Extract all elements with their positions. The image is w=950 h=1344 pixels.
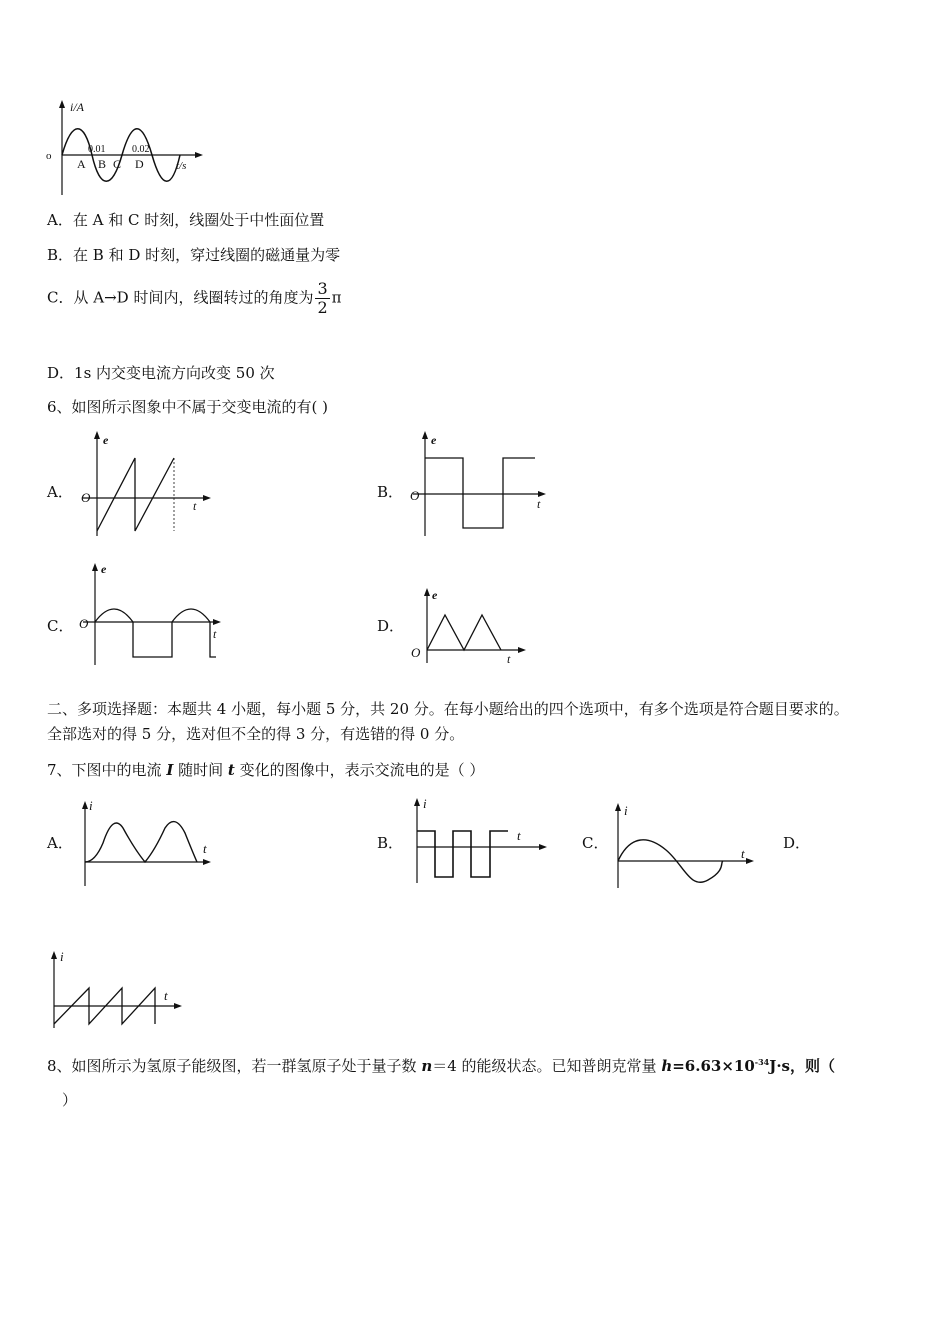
q6d-xlabel: t: [507, 652, 511, 666]
q7-stem-part: 7、下图中的电流: [47, 761, 167, 779]
q5-point-d: D: [135, 157, 144, 171]
q5-origin: o: [46, 150, 52, 162]
section2-line2: 全部选对的得 5 分，选对但不全的得 3 分，有选错的得 0 分。: [47, 725, 465, 743]
q7-label-a: A．: [47, 834, 73, 852]
q6d-origin: O: [411, 645, 421, 660]
fraction-denominator: 2: [317, 298, 328, 317]
q6a-ylabel: e: [103, 433, 109, 447]
section2-line1: 二、多项选择题：本题共 4 小题，每小题 5 分，共 20 分。在每小题给出的四个选项中，有多个选项是符合题目要求的。: [47, 700, 849, 718]
q7-graph-a: [75, 798, 215, 888]
q5-xlabel: t/s: [176, 160, 187, 172]
fraction: [315, 280, 329, 317]
q7b-ylabel: i: [423, 796, 427, 811]
q8-stem-unit: J·s，则（: [769, 1057, 835, 1075]
fraction-numerator: 3: [317, 279, 328, 298]
q7-label-d: D．: [783, 834, 811, 852]
q6-graph-a: [75, 428, 215, 538]
q7-graph-c: [608, 800, 758, 890]
q5-tick1: 0.01: [88, 144, 106, 155]
q7-label-b: B．: [377, 834, 404, 852]
q5-point-b: B: [98, 157, 107, 171]
q6-label-d: D．: [377, 617, 405, 635]
q7-stem-part: 变化的图像中，表示交流电的是（ ）: [234, 761, 485, 779]
q5-ylabel: i/A: [70, 100, 84, 114]
q7-stem-t: t: [227, 761, 235, 779]
q7a-xlabel: t: [203, 841, 207, 856]
q8-stem-n: n: [421, 1057, 433, 1075]
q6d-ylabel: e: [432, 588, 438, 602]
q5-point-a: A: [77, 157, 86, 171]
q6b-origin: O: [410, 488, 420, 503]
q6-label-a: A．: [47, 483, 73, 501]
q8-stem-close: ）: [62, 1091, 78, 1109]
q5-option-c-text: C．从 A→D 时间内，线圈转过的角度为: [47, 288, 314, 307]
q8-stem-value: =6.63×10: [672, 1057, 755, 1075]
q7b-xlabel: t: [517, 828, 521, 843]
q7d-xlabel: t: [164, 988, 168, 1003]
q7c-ylabel: i: [624, 803, 628, 818]
q8-stem-h: h: [661, 1057, 673, 1075]
q8-stem: [47, 1052, 835, 1076]
q6c-ylabel: e: [101, 562, 107, 576]
q8-stem-exponent: -34: [754, 1057, 770, 1067]
q5-tick2: 0.02: [132, 144, 150, 155]
q5-option-a: A．在 A 和 C 时刻，线圈处于中性面位置: [47, 211, 325, 229]
q6b-ylabel: e: [431, 433, 437, 447]
q6-label-b: B．: [377, 483, 404, 501]
q6-label-c: C．: [47, 617, 74, 635]
q7-stem-i: I: [166, 761, 174, 779]
q7c-xlabel: t: [741, 846, 745, 861]
q7a-ylabel: i: [89, 798, 93, 813]
q7-graph-d: [42, 948, 187, 1030]
q6-graph-c: [75, 560, 225, 668]
q7-label-c: C．: [582, 834, 609, 852]
q6b-xlabel: t: [537, 497, 541, 511]
q8-stem-part: 8、如图所示为氢原子能级图，若一群氢原子处于量子数: [47, 1057, 422, 1075]
q6c-origin: O: [79, 616, 89, 631]
q6a-xlabel: t: [193, 499, 197, 513]
q5-option-b: B．在 B 和 D 时刻，穿过线圈的磁通量为零: [47, 246, 341, 264]
q7-stem-part: 随时间: [173, 761, 228, 779]
q7d-ylabel: i: [60, 949, 64, 964]
q6a-origin: O: [81, 490, 91, 505]
pi-symbol: π: [331, 288, 342, 307]
q5-option-d: D．1s 内交变电流方向改变 50 次: [47, 364, 275, 382]
q6-graph-b: [405, 428, 550, 538]
q8-stem-part: ＝4 的能级状态。已知普朗克常量: [432, 1057, 662, 1075]
q6-stem: 6、如图所示图象中不属于交变电流的有( ): [47, 398, 329, 416]
q5-point-c: C: [113, 157, 122, 171]
q6-graph-d: [405, 585, 530, 667]
q6c-xlabel: t: [213, 627, 217, 641]
q7-graph-b: [405, 795, 550, 885]
q5-sine-graph: [40, 95, 210, 200]
q5-option-c: [47, 280, 342, 317]
q7-stem: [47, 760, 484, 780]
